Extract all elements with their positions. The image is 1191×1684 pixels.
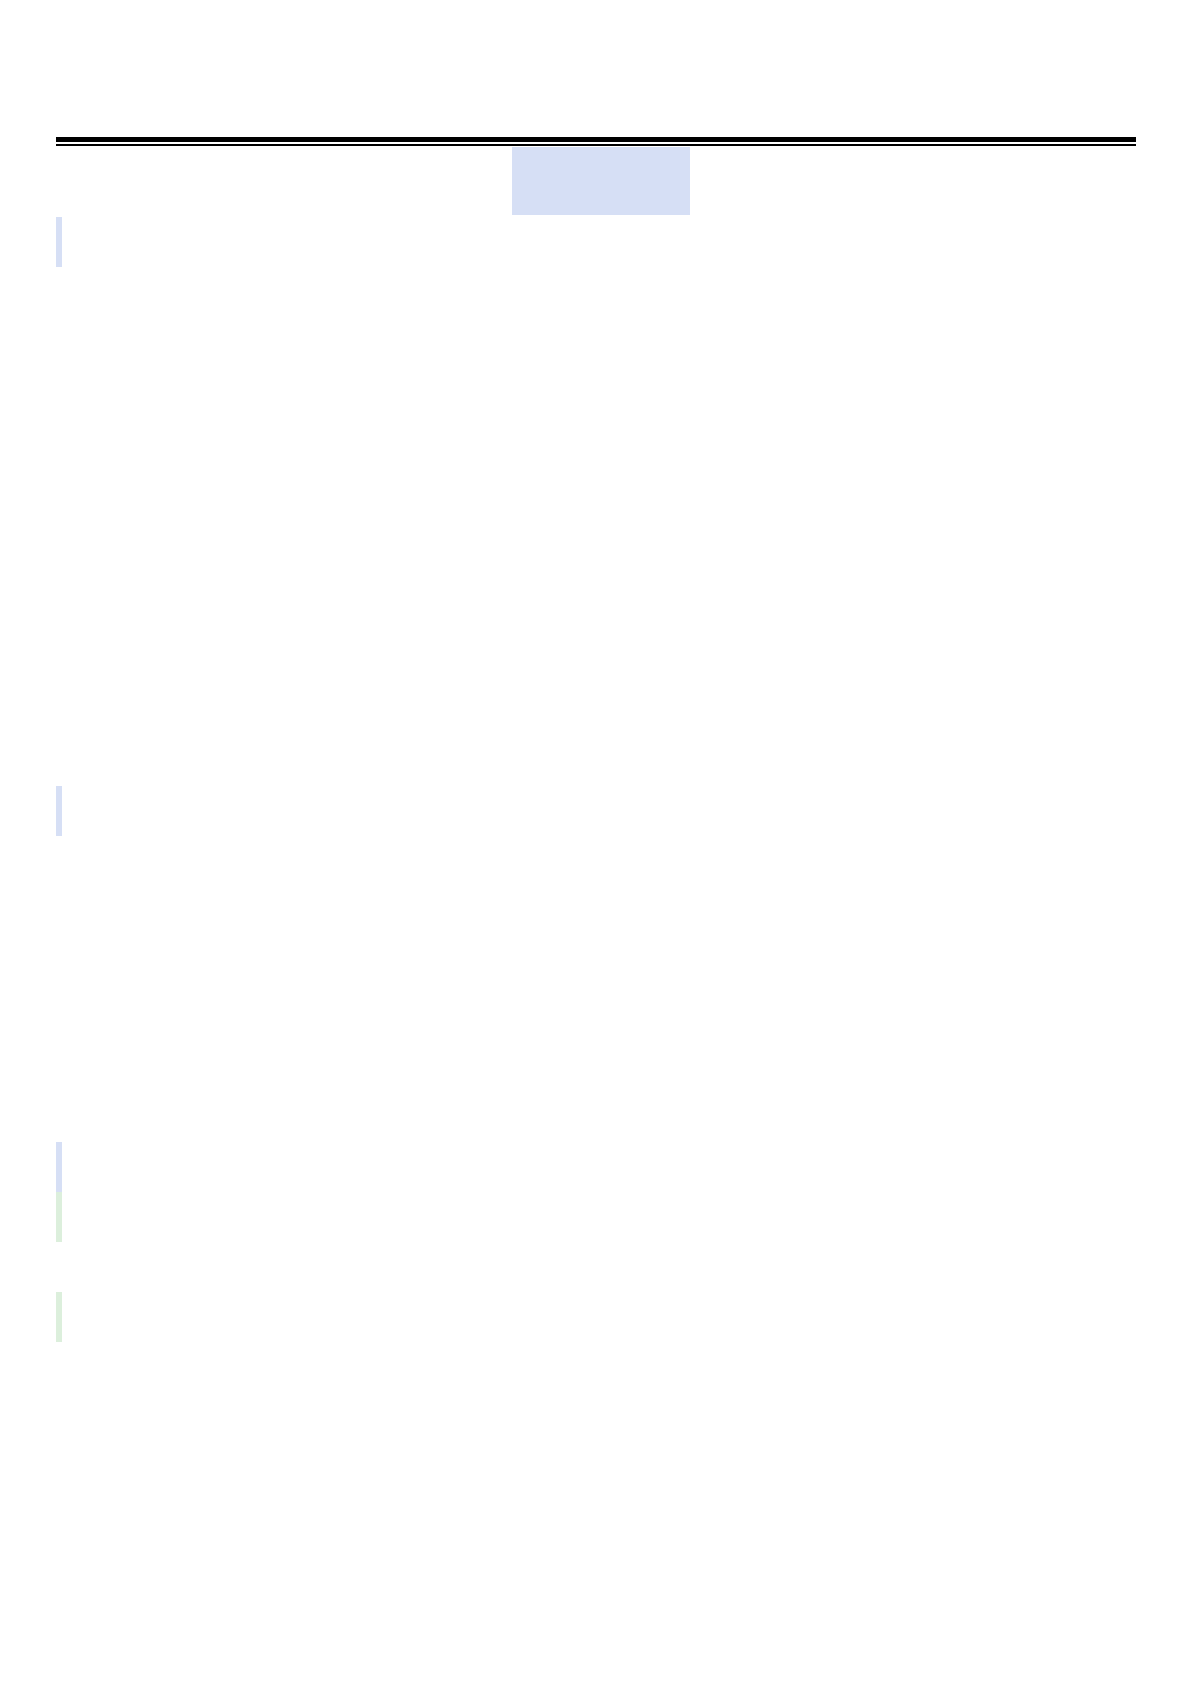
section-heading-fill-blank [56, 1142, 62, 1192]
document-title [56, 68, 1136, 138]
title-divider-thick [56, 137, 1136, 142]
subsection-heading-modifiers [56, 1292, 62, 1342]
title-divider-thin [56, 144, 1136, 146]
section-heading-word-discrimination [56, 786, 62, 836]
section-heading-polyphones [56, 217, 62, 267]
unit-label [512, 147, 690, 215]
subsection-heading-verbs [56, 1192, 62, 1242]
